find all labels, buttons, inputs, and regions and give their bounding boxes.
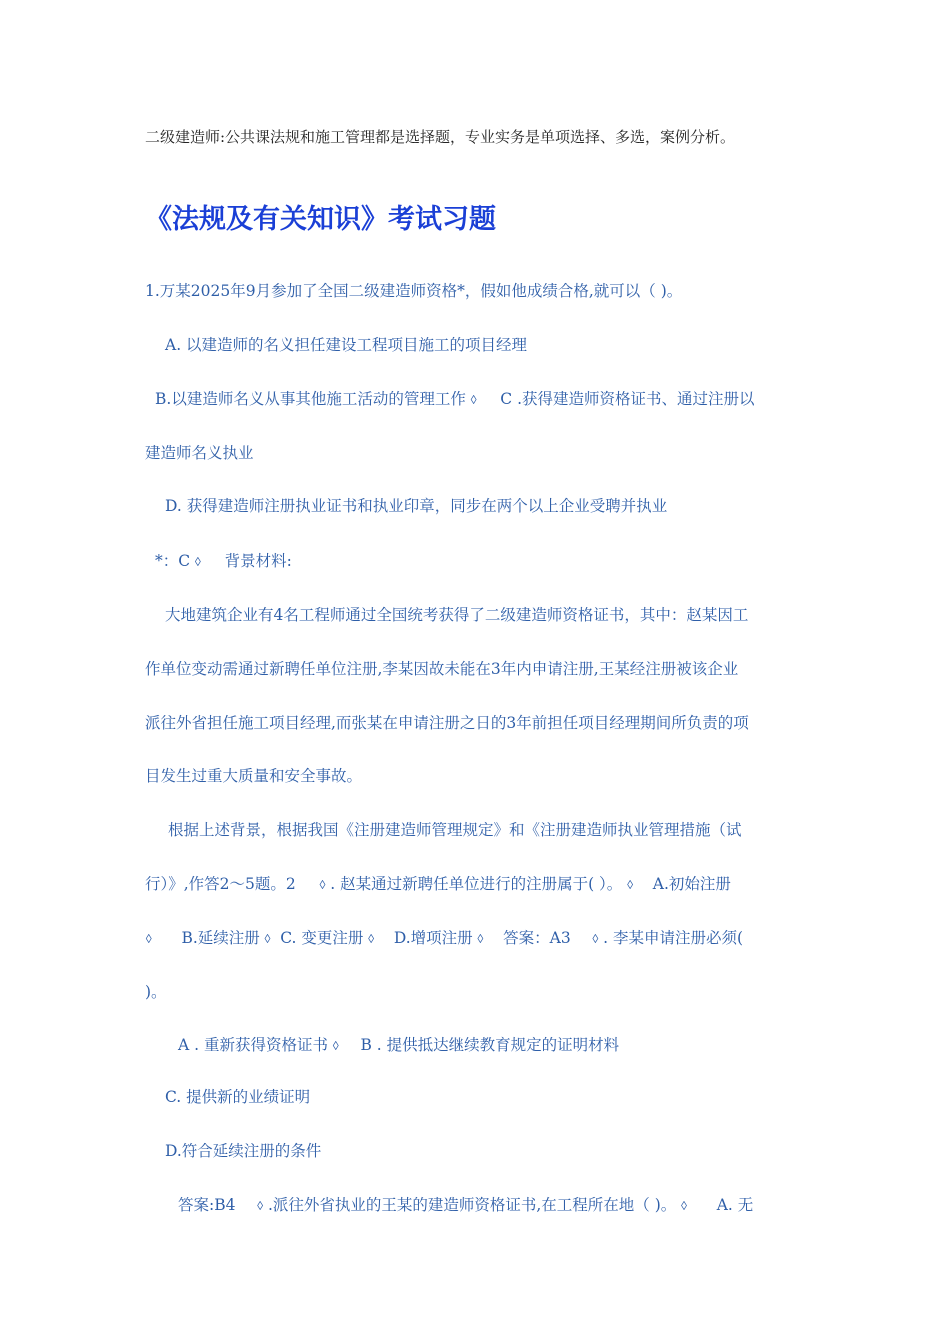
background-text-3: 派往外省担任施工项目经理,而张某在申请注册之日的3年前担任项目经理期间所负责的项: [145, 714, 749, 732]
option-2b: B.延续注册: [181, 929, 260, 947]
question-1: 1.万某2025年9月参加了全国二级建造师资格*，假如他成绩合格,就可以（ )。: [145, 282, 683, 300]
option-3a: A . 重新获得资格证书: [178, 1036, 328, 1054]
options-2-answer-line: [145, 928, 810, 949]
background-text-1: 大地建筑企业有4名工程师通过全国统考获得了二级建造师资格证书，其中：赵某因工: [165, 606, 749, 624]
answer-2: 答案：A3: [503, 929, 571, 947]
answer-3: 答案:B4: [178, 1196, 236, 1214]
option-1c-continued: 建造师名义执业: [145, 444, 254, 462]
question-2: . 赵某通过新聘任单位进行的注册属于( ）。: [330, 875, 623, 893]
answer-1-line: [155, 551, 820, 572]
background-text-2: 作单位变动需通过新聘任单位注册,李某因故未能在3年内申请注册,王某经注册被该企业: [145, 660, 739, 678]
paragraph-mark-icon: ꕺ: [318, 878, 327, 892]
option-3d: D.符合延续注册的条件: [165, 1142, 322, 1160]
option-1d: D. 获得建造师注册执业证书和执业印章，同步在两个以上企业受聘并执业: [165, 497, 668, 515]
instruction-question-2-line: [145, 874, 810, 895]
paragraph-mark-icon: ꕺ: [256, 1199, 264, 1213]
paragraph-mark-icon: ꕺ: [263, 932, 272, 946]
option-3b: B . 提供抵达继续教育规定的证明材料: [360, 1036, 620, 1054]
option-1a: A. 以建造师的名义担任建设工程项目施工的项目经理: [165, 336, 528, 354]
paragraph-mark-icon: ꕺ: [469, 393, 478, 407]
option-3c: C. 提供新的业绩证明: [165, 1088, 311, 1106]
paragraph-mark-icon: ꕺ: [145, 932, 153, 946]
question-4: .派往外省执业的王某的建造师资格证书,在工程所在地（ )。: [267, 1196, 677, 1214]
answer-question-4-line: [178, 1195, 843, 1216]
option-2a: A.初始注册: [652, 875, 731, 893]
background-label: 背景材料:: [224, 552, 292, 570]
instruction-text-2: 行）》,作答2～5题。2: [145, 875, 296, 893]
paragraph-mark-icon: ꕺ: [194, 555, 202, 569]
option-1c: C .获得建造师资格证书、通过注册以: [500, 390, 755, 408]
page-title: 《法规及有关知识》考试习题: [145, 204, 496, 235]
instruction-text-1: 根据上述背景，根据我国《注册建造师管理规定》和《注册建造师执业管理措施（试: [168, 821, 742, 839]
paragraph-mark-icon: ꕺ: [331, 1039, 340, 1053]
option-2d: D.增项注册: [393, 929, 473, 947]
question-3: . 李某申请注册必须(: [603, 929, 744, 947]
intro-line: 二级建造师:公共课法规和施工管理都是选择题，专业实务是单项选择、多选，案例分析。: [145, 128, 736, 146]
paragraph-mark-icon: ꕺ: [367, 932, 375, 946]
options-3a-3b: [178, 1035, 843, 1056]
paragraph-mark-icon: ꕺ: [591, 932, 600, 946]
paragraph-mark-icon: ꕺ: [476, 932, 485, 946]
paragraph-mark-icon: ꕺ: [680, 1199, 688, 1213]
paragraph-mark-icon: ꕺ: [626, 878, 634, 892]
answer-1: *：C: [155, 552, 191, 570]
options-1b-1c: [155, 389, 820, 410]
option-4a: A. 无: [716, 1196, 754, 1214]
option-1b: B.以建造师名义从事其他施工活动的管理工作: [155, 390, 466, 408]
question-3-continued: )。: [145, 983, 167, 1001]
background-text-4: 目发生过重大质量和安全事故。: [145, 767, 363, 785]
option-2c: C. 变更注册: [280, 929, 364, 947]
